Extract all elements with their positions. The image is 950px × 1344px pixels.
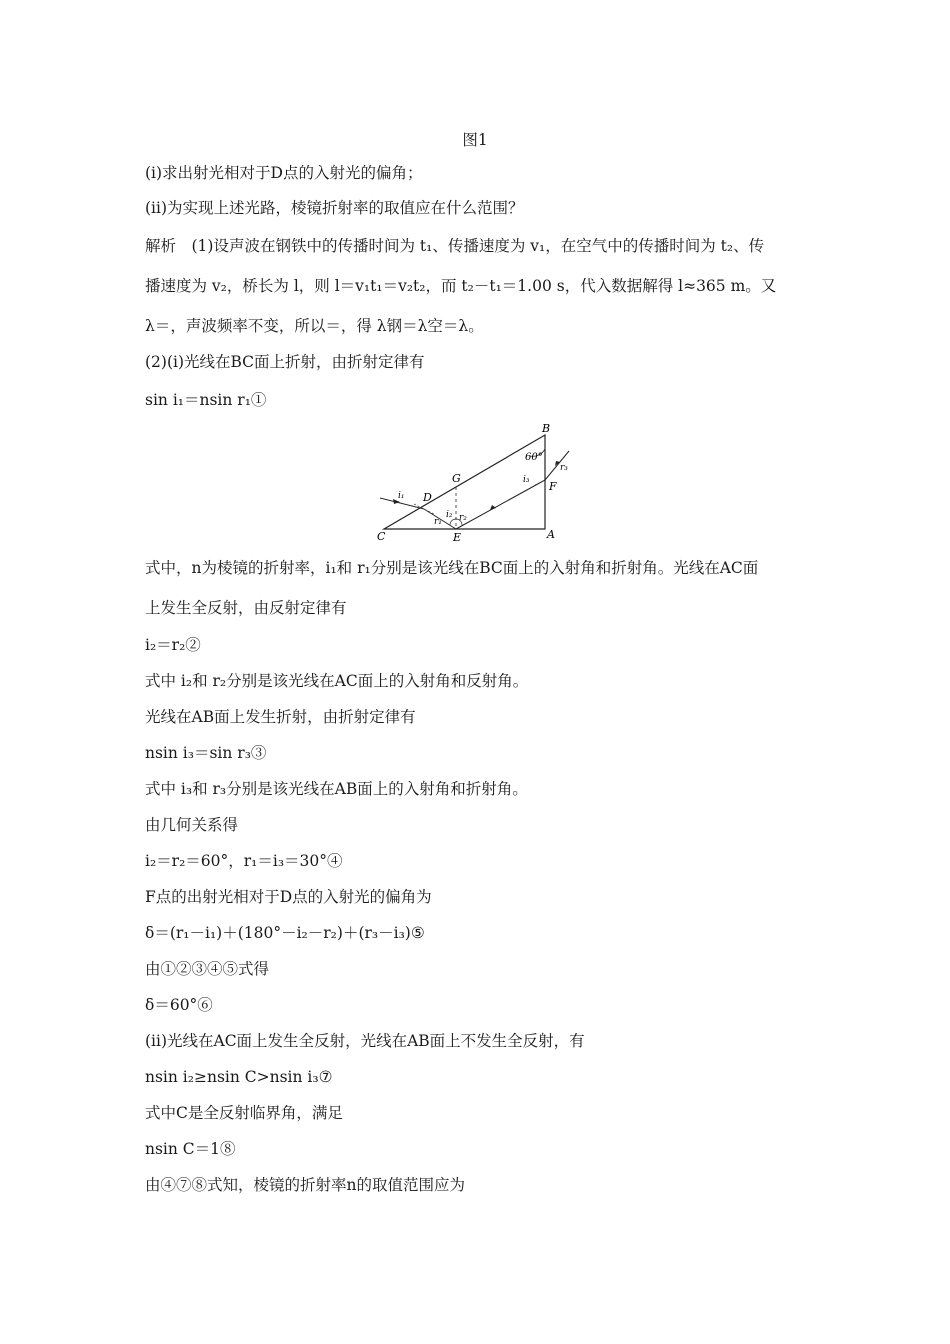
solution-line-2: 播速度为 v₂，桥长为 l，则 l＝v₁t₁＝v₂t₂，而 t₂－t₁＝1.00 s，代入数据解得 l≈365 m。又 [145,277,777,295]
solution-line-5: 式中，n为棱镜的折射率，i₁和 r₁分别是该光线在BC面上的入射角和折射角。光线在AC面 [145,559,759,577]
arrow-2 [490,505,496,510]
label-c: C [377,530,386,543]
solution-line-8: 光线在AB面上发生折射，由折射定律有 [145,708,416,726]
equation-3: nsin i₃＝sin r₃③ [145,744,267,762]
label-angle: 60° [525,452,543,463]
label-a: A [547,528,555,541]
solution-line-12: 由①②③④⑤式得 [145,960,270,978]
solution-line-1: 解析 (1)设声波在钢铁中的传播时间为 t₁、传播速度为 v₁，在空气中的传播时间为 t₂、传 [145,237,765,255]
label-i3: i₃ [523,475,530,485]
solution-line-7: 式中 i₂和 r₂分别是该光线在AC面上的入射角和反射角。 [145,672,529,690]
equation-7: nsin i₂≥nsin C>nsin i₃⑦ [145,1068,333,1086]
equation-5: δ＝(r₁－i₁)＋(180°－i₂－r₂)＋(r₃－i₃)⑤ [145,924,425,942]
solution-line-4: (2)(ⅰ)光线在BC面上折射，由折射定律有 [145,353,425,371]
label-r1: r₁ [434,517,442,527]
label-b: B [542,422,551,435]
solution-line-3: λ＝，声波频率不变，所以＝，得 λ钢＝λ空＝λ。 [145,317,484,335]
label-e: E [453,531,462,544]
solution-line-13: (ⅱ)光线在AC面上发生全反射，光线在AB面上不发生全反射，有 [145,1032,585,1050]
equation-1: sin i₁＝nsin r₁① [145,391,267,409]
label-i2: i₂ [446,510,453,520]
figure-caption: 图1 [462,131,488,149]
prism-diagram [372,418,582,548]
solution-line-11: F点的出射光相对于D点的入射光的偏角为 [145,888,432,906]
question-line-2: (ⅱ)为实现上述光路，棱镜折射率的取值应在什么范围？ [145,199,524,217]
label-f: F [549,480,557,493]
equation-4: i₂＝r₂＝60°，r₁＝i₃＝30°④ [145,852,343,870]
label-r3: r₃ [560,463,568,473]
equation-8: nsin C＝1⑧ [145,1140,236,1158]
equation-6: δ＝60°⑥ [145,996,213,1014]
label-g: G [452,472,461,485]
question-line-1: (ⅰ)求出射光相对于D点的入射光的偏角； [145,164,423,182]
solution-line-14: 式中C是全反射临界角，满足 [145,1104,343,1122]
label-d: D [423,491,432,504]
reflected-ray [456,480,545,529]
equation-2: i₂＝r₂② [145,636,201,654]
solution-line-10: 由几何关系得 [145,816,239,834]
normal-f [535,480,545,485]
solution-line-9: 式中 i₃和 r₃分别是该光线在AB面上的入射角和折射角。 [145,780,528,798]
label-r2: r₂ [459,513,467,523]
solution-line-6: 上发生全反射，由反射定律有 [145,599,347,617]
label-i1: i₁ [398,491,405,501]
solution-line-15: 由④⑦⑧式知，棱镜的折射率n的取值范围应为 [145,1176,465,1194]
